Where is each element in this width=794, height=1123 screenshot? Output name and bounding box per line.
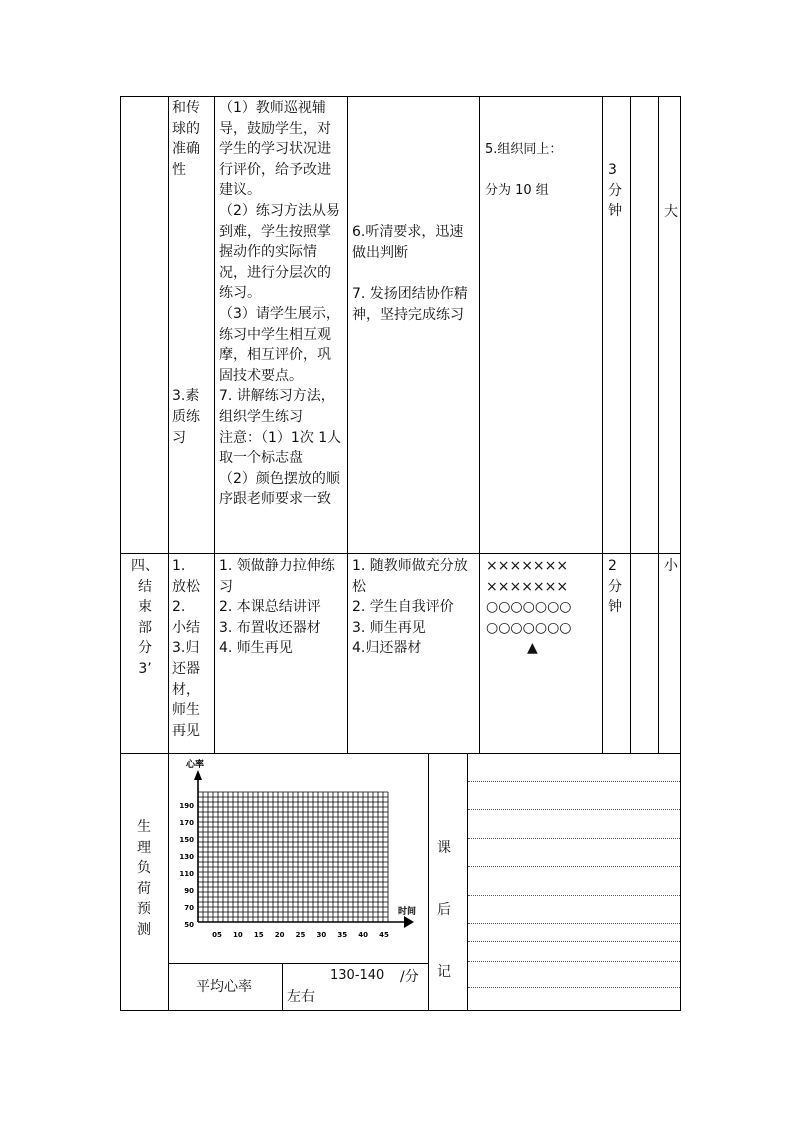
note-line [468,923,680,924]
note-line [468,987,680,988]
formation-row: ××××××× [486,578,569,595]
row-divider-2 [120,753,681,754]
col-line-teacher [214,96,215,753]
x-tick-label: 15 [253,931,264,939]
student-activity-item: 6.听清要求，迅速做出判断 [352,224,464,261]
x-tick-label: 20 [274,931,285,939]
content-cell-ending: 1. 放松 2. 小结 3.归 还器 材， 师生 再见 [172,558,200,739]
x-tick-label: 10 [233,931,243,939]
after-class-label-1: 课 [437,840,451,856]
col-line-content [168,96,169,1011]
x-tick-label: 30 [316,931,327,939]
note-line [468,941,680,942]
table-border-left [120,96,121,1011]
col-line-time [602,96,603,753]
formation-row: ○○○○○○○ [486,599,572,616]
formation-row: ○○○○○○○ [486,619,572,636]
teacher-activity-cell-main: （1）教师巡视辅导，鼓励学生，对学生的学习状况进行评价，给予改进建议。 （2）练习方法从易到难，学生按照掌握动作的实际情况，进行分层次的练习。 （3）请学生展示，练习中学生相互观摩，相互评价，巩固技术要点。 7. 讲解练习方法，组织学生练习 注意：（1）1次 1人取一个标志盘 （2）颜色摆放的顺序跟老师要求一致 [219,100,342,508]
after-class-label-2: 后 [437,902,451,918]
organization-item: 分为 10 组 [485,183,549,198]
x-axis-arrow [404,916,414,928]
note-line [468,866,680,867]
x-tick-label: 05 [212,931,222,939]
heart-rate-chart [176,756,422,960]
after-class-label-3: 记 [437,964,451,980]
avg-heart-rate-label: 平均心率 [196,979,252,995]
y-tick-label: 90 [184,887,194,895]
teacher-activity-cell-ending: 1. 领做静力拉伸练习 2. 本课总结讲评 3. 布置收还器材 4. 师生再见 [219,558,335,657]
col-line-after-class-right [467,753,468,1011]
y-tick-label: 50 [184,921,194,929]
x-tick-label: 45 [379,931,389,939]
col-line-extra-2 [658,96,659,753]
avg-heart-rate-suffix: 左右 [287,989,315,1005]
avg-heart-rate-value: 130-140 [330,968,385,983]
y-tick-label: 170 [179,819,194,827]
col-line-student [347,96,348,753]
col-line-organization [479,96,480,753]
x-tick-label: 25 [295,931,306,939]
y-axis-title: 心率 [186,760,205,770]
student-activity-item: 7. 发扬团结协作精神，坚持完成练习 [352,286,468,323]
time-cell-ending: 2 分 钟 [608,558,622,616]
content-cell-main: 和传 球的 准确 性 3.素 质练 习 [172,100,200,446]
avg-row-top [168,963,428,964]
y-tick-label: 110 [179,870,194,878]
time-cell-main: 3 分 钟 [608,162,622,220]
col-line-extra-1 [630,96,631,753]
load-prediction-label: 生 理 负 荷 预 测 [137,819,151,938]
table-border-bottom [120,1010,681,1011]
y-tick-label: 190 [179,802,194,810]
student-activity-cell-ending: 1. 随教师做充分放松 2. 学生自我评价 3. 师生再见 4.归还器材 [352,558,468,657]
note-line [468,895,680,896]
x-tick-label: 35 [337,931,348,939]
y-tick-label: 130 [179,853,194,861]
avg-heart-rate-unit: /分 [400,969,419,985]
y-tick-label: 70 [184,904,194,912]
note-line [468,781,680,782]
avg-row-divider [282,963,283,1011]
note-line [468,961,680,962]
x-tick-label: 40 [358,931,368,939]
part-label-ending: 四、 结 束 部 分 3’ [131,558,159,677]
table-border-top [120,96,681,97]
y-axis-arrow [194,770,202,780]
intensity-cell-ending: 小 [664,558,678,574]
row-divider-1 [120,553,681,554]
teacher-position-mark: ▲ [527,640,538,657]
x-axis-title: 时间 [398,907,417,917]
formation-diagram [486,556,598,659]
intensity-cell-main: 大 [664,204,678,220]
note-line [468,838,680,839]
y-tick-label: 150 [179,836,194,844]
note-line [468,809,680,810]
formation-row: ××××××× [486,558,569,574]
table-border-right [680,96,681,1011]
organization-item: 5.组织同上： [485,142,563,157]
